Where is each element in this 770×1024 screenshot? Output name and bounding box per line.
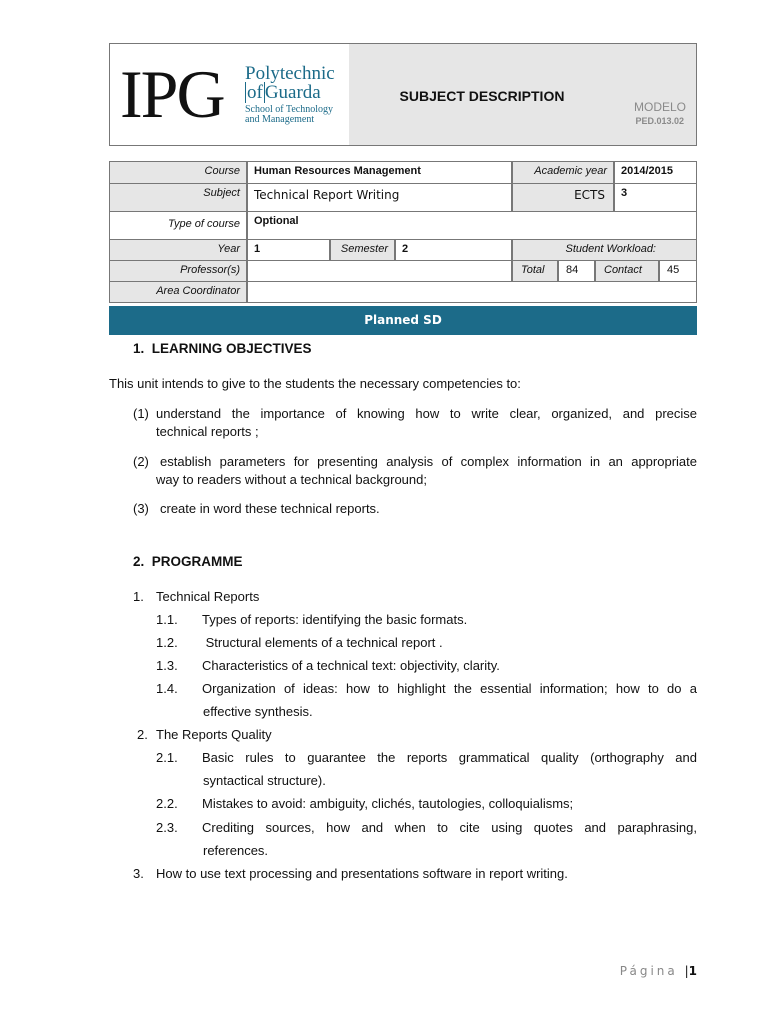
objective-number: (1) [133,406,149,421]
subtopic-text: Basic rules to guarantee the reports grammatical quality (orthography and [202,750,697,765]
year-value: 1 [247,239,330,261]
subtopic-text: Characteristics of a technical text: objectivity, clarity. [202,658,500,673]
subtopic-text-cont: effective synthesis. [203,704,313,719]
subject-label: Subject [109,183,247,212]
subtopic-number: 1.1. [156,612,178,627]
page-footer: Página |1 [619,964,697,978]
model-label: MODELO [633,100,686,114]
subtopic-number: 1.4. [156,681,178,696]
type-of-course-value: Optional [247,211,697,240]
planned-sd-banner: Planned SD [109,306,697,335]
course-value: Human Resources Management [247,161,512,184]
semester-value: 2 [395,239,512,261]
objective-text: create in word these technical reports. [160,501,380,516]
ects-label: ECTS [512,183,614,212]
logo-line-1: Polytechnic [245,63,335,84]
subtopic-number: 2.1. [156,750,178,765]
contact-value: 45 [659,260,697,282]
subtopic-number: 1.3. [156,658,178,673]
academic-year-value: 2014/2015 [614,161,697,184]
subtopic-text: Organization of ideas: how to highlight the essential information; how to do a [202,681,697,696]
institution-logo [110,44,350,145]
contact-label: Contact [595,260,659,282]
semester-label: Semester [330,239,395,261]
objective-text: understand the importance of knowing how to write clear, organized, and precise [156,406,697,421]
objective-number: (3) [133,501,149,516]
subtopic-text: Structural elements of a technical report . [202,635,443,650]
objective-text-cont: technical reports ; [156,424,259,439]
logo-line-3: School of Technology [245,104,333,115]
model-code: PED.013.02 [635,116,684,126]
subtopic-number: 2.3. [156,820,178,835]
topic-number: 2. [137,727,148,742]
type-of-course-label: Type of course [109,211,247,240]
logo-of: of [247,82,263,103]
topic-title: The Reports Quality [156,727,272,742]
document-title: SUBJECT DESCRIPTION [399,88,565,104]
header-model-cell [615,44,696,145]
objective-text-cont: way to readers without a technical background; [156,472,427,487]
objective-number: (2) [133,454,149,469]
topic-title: How to use text processing and presentations software in report writing. [156,866,568,881]
subtopic-text: Types of reports: identifying the basic formats. [202,612,468,627]
page-label: Página [619,964,678,978]
subtopic-text-cont: syntactical structure). [203,773,326,788]
logo-guarda: Guarda [264,82,321,103]
subject-value: Technical Report Writing [247,183,512,212]
course-label: Course [109,161,247,184]
topic-number: 1. [133,589,144,604]
section-heading-learning-objectives: 1. LEARNING OBJECTIVES [133,341,312,356]
professor-label: Professor(s) [109,260,247,282]
page-number: 1 [688,964,697,978]
section-intro: This unit intends to give to the students the necessary competencies to: [109,376,521,391]
subtopic-number: 1.2. [156,635,178,650]
logo-line-2 [245,83,321,102]
objective-text: establish parameters for presenting analysis of complex information in an appropriate [160,454,697,469]
professor-value [247,260,512,282]
header-title-cell [349,44,616,145]
topic-title: Technical Reports [156,589,260,604]
area-coordinator-label: Area Coordinator [109,281,247,303]
area-coordinator-value [247,281,697,303]
subtopic-text-cont: references. [203,843,269,858]
logo-mark: IPG [120,56,224,132]
total-label: Total [512,260,558,282]
subtopic-number: 2.2. [156,796,178,811]
subtopic-text: Mistakes to avoid: ambiguity, clichés, tautologies, colloquialisms; [202,796,574,811]
logo-line-4: and Management [245,114,315,125]
document-header [109,43,697,146]
ects-value: 3 [614,183,697,212]
subtopic-text: Crediting sources, how and when to cite using quotes and paraphrasing, [202,820,697,835]
total-value: 84 [558,260,595,282]
section-heading-programme: 2. PROGRAMME [133,554,243,569]
year-label: Year [109,239,247,261]
academic-year-label: Academic year [512,161,614,184]
student-workload-label: Student Workload: [512,239,697,261]
topic-number: 3. [133,866,144,881]
